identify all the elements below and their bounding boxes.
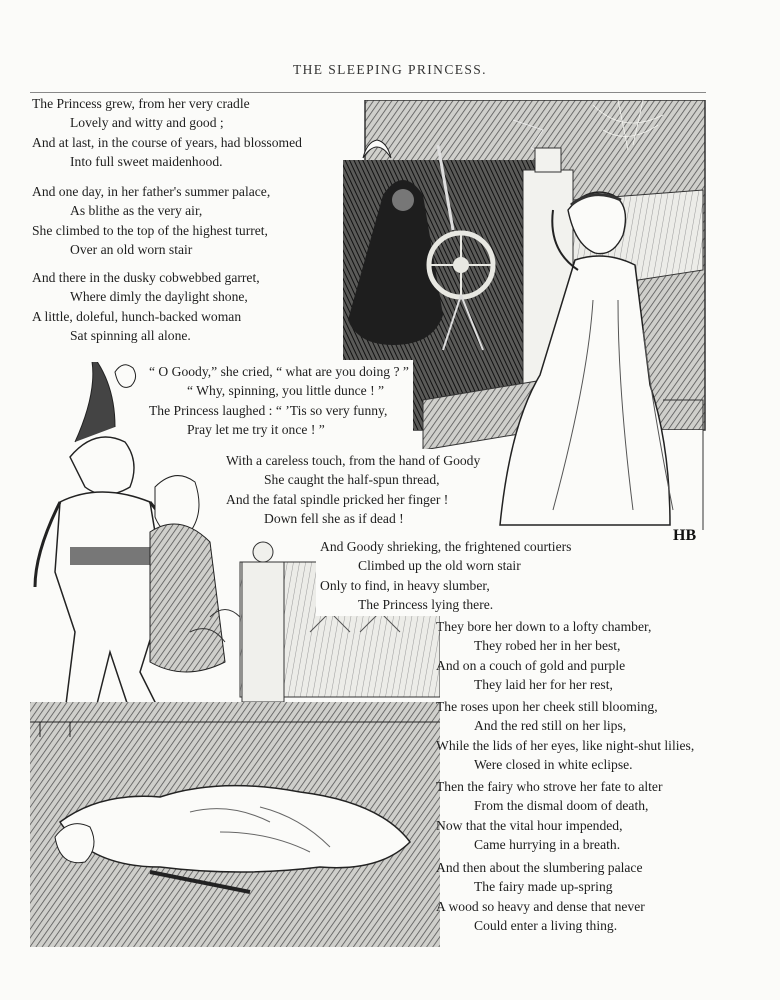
poem-line: And then about the slumbering palace — [436, 860, 643, 875]
poem-line: With a careless touch, from the hand of Goody — [226, 453, 481, 468]
poem-line: And the red still on her lips, — [474, 718, 627, 734]
stanza-2 — [32, 182, 270, 259]
poem-line: Down fell she as if dead ! — [264, 510, 404, 526]
poem-line: The Princess laughed : “ ’Tis so very funny, — [149, 402, 388, 418]
poem-line: And the fatal spindle pricked her finger ! — [226, 491, 449, 507]
poem-line: And at last, in the course of years, had blossomed — [32, 134, 302, 150]
poem-line: Sat spinning all alone. — [70, 327, 191, 343]
poem-line: Climbed up the old worn stair — [358, 558, 521, 574]
poem-line: And on a couch of gold and purple — [436, 657, 626, 673]
stanza-1 — [32, 94, 302, 171]
stanza-5 — [222, 449, 484, 530]
poem-line: “ Why, spinning, you little dunce ! ” — [187, 383, 385, 399]
running-head: THE SLEEPING PRINCESS. — [293, 62, 487, 77]
poem-line: “ O Goody,” she cried, “ what are you doing ? ” — [149, 364, 409, 379]
poem-line: Could enter a living thing. — [474, 917, 618, 933]
poem-line: Lovely and witty and good ; — [70, 115, 224, 131]
artist-monogram: HB — [673, 527, 697, 544]
poem-line: She caught the half-spun thread, — [264, 472, 440, 488]
poem-line: While the lids of her eyes, like night-shut lilies, — [436, 737, 695, 753]
poem-line: Only to find, in heavy slumber, — [320, 577, 490, 593]
poem-line: The fairy made up-spring — [474, 879, 613, 895]
poem-line: They bore her down to a lofty chamber, — [436, 619, 652, 634]
poem-line: Came hurrying in a breath. — [474, 836, 621, 852]
poem-line: And Goody shrieking, the frightened courtiers — [320, 539, 572, 554]
poem-line: And there in the dusky cobwebbed garret, — [32, 270, 260, 285]
poem-line: Pray let me try it once ! ” — [187, 421, 325, 437]
header-rule — [30, 92, 706, 93]
poem-line: Were closed in white eclipse. — [474, 756, 633, 772]
poem-line: Into full sweet maidenhood. — [70, 153, 223, 169]
poem-line: She climbed to the top of the highest turret, — [32, 222, 268, 238]
stanza-4 — [145, 360, 413, 441]
poem-line: A wood so heavy and dense that never — [436, 898, 645, 914]
poem-line: From the dismal doom of death, — [474, 798, 649, 814]
poem-line: As blithe as the very air, — [70, 203, 203, 219]
poem-line: Where dimly the daylight shone, — [70, 289, 248, 305]
poem-line: Over an old worn stair — [70, 241, 193, 257]
poem-line: They robed her in her best, — [474, 638, 621, 654]
poem-line: The Princess grew, from her very cradle — [32, 96, 250, 111]
poem-line: Now that the vital hour impended, — [436, 817, 623, 833]
poem-line: The Princess lying there. — [358, 596, 494, 612]
stanza-8 — [436, 697, 694, 774]
poem-line: A little, doleful, hunch-backed woman — [32, 308, 242, 324]
stanza-3 — [32, 268, 260, 345]
poem-line: Then the fairy who strove her fate to alter — [436, 779, 663, 794]
stanza-9 — [436, 777, 662, 854]
poem-line: The roses upon her cheek still blooming, — [436, 699, 658, 714]
poem-line: They laid her for her rest, — [474, 676, 613, 692]
stanza-7 — [436, 617, 651, 694]
stanza-10 — [436, 858, 645, 935]
poem-line: And one day, in her father's summer palace, — [32, 184, 271, 199]
stanza-6 — [316, 535, 575, 616]
